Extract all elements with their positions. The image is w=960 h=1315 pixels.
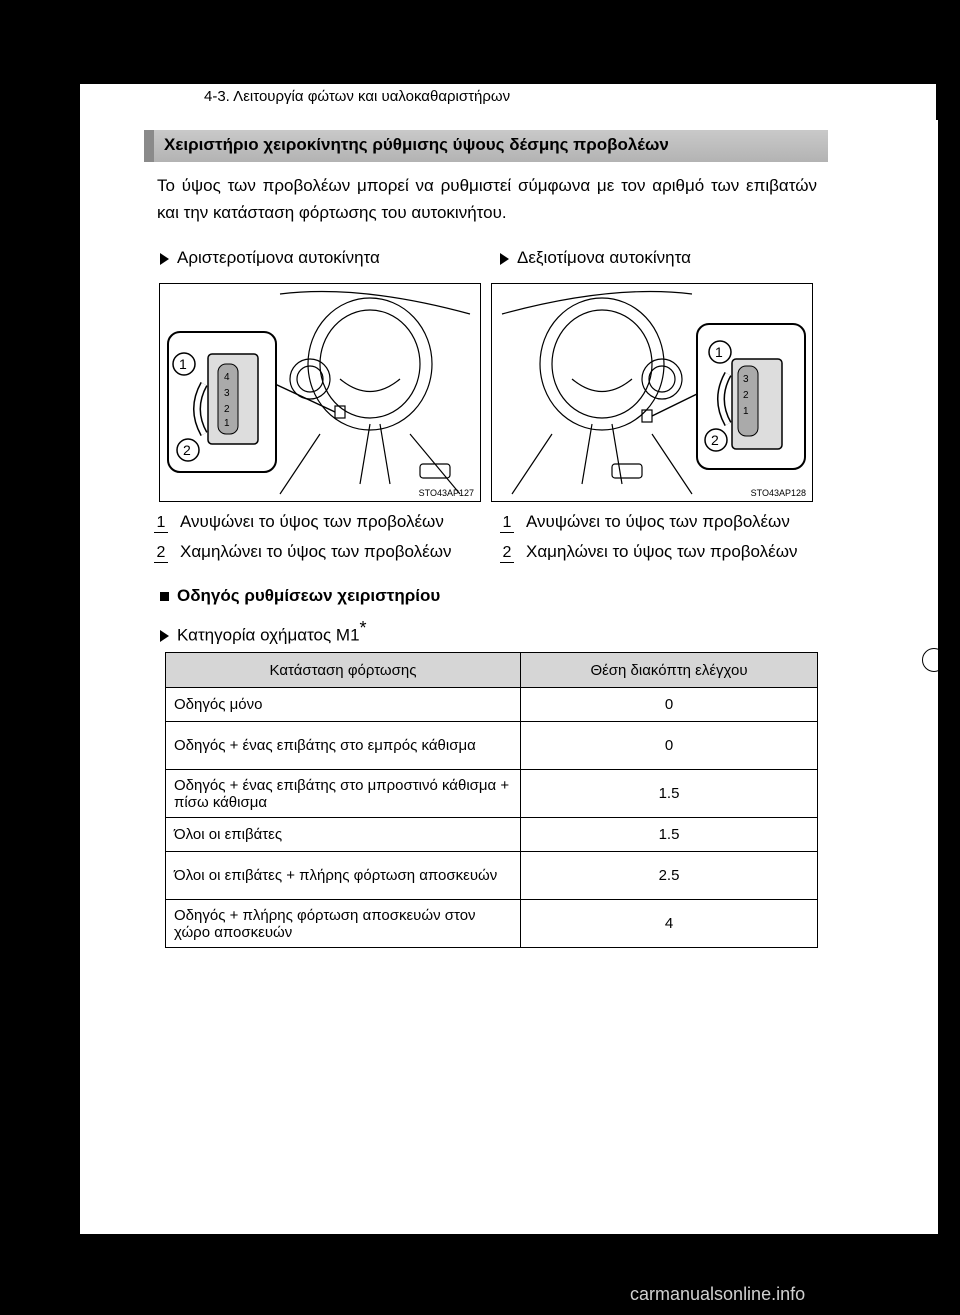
switch-position-cell: 2.5 (521, 852, 818, 900)
load-condition-cell: Οδηγός + ένας επιβάτης στο εμπρός κάθισμα (166, 722, 521, 770)
callout-1: 1 (179, 356, 187, 372)
vehicle-category: Κατηγορία οχήματος M1* (160, 618, 367, 646)
left-drive-heading: Αριστεροτίμονα αυτοκίνητα (160, 248, 380, 268)
intro-paragraph: Το ύψος των προβολέων μπορεί να ρυθμιστεί σύμφωνα με τον αριθμό των επιβατών και την κατάσταση φόρτωσης του αυτοκινήτου. (157, 176, 817, 222)
right-drive-illustration (491, 283, 813, 502)
callout-2: 2 (711, 432, 719, 448)
settings-table (165, 652, 818, 948)
load-condition-cell: Οδηγός + ένας επιβάτης στο μπροστινό κάθισμα + πίσω κάθισμα (166, 770, 521, 818)
section-title-bar (144, 130, 828, 162)
table-header-row (166, 653, 818, 688)
illustration-code: STO43AP127 (418, 488, 474, 498)
manual-page (80, 84, 938, 1234)
illustration-code: STO43AP128 (750, 488, 806, 498)
triangle-bullet-icon (500, 253, 509, 265)
table-row (166, 770, 818, 818)
switch-position-cell: 1.5 (521, 818, 818, 852)
dial-mark: 1 (224, 418, 230, 429)
table-row (166, 852, 818, 900)
switch-position-cell: 4 (521, 900, 818, 948)
dial-mark: 2 (224, 404, 230, 415)
callout-1: 1 (715, 344, 723, 360)
switch-position-cell: 1.5 (521, 770, 818, 818)
dial-mark: 4 (224, 372, 230, 383)
table-row (166, 900, 818, 948)
crop-mark (924, 84, 938, 120)
table-row (166, 722, 818, 770)
table-row (166, 818, 818, 852)
registration-mark (922, 648, 946, 672)
switch-position-cell: 0 (521, 722, 818, 770)
right-legend-2: 2 Χαμηλώνει το ύψος των προβολέων (500, 542, 798, 563)
triangle-bullet-icon (160, 253, 169, 265)
dashboard-drawing (492, 284, 812, 501)
load-condition-cell: Όλοι οι επιβάτες + πλήρης φόρτωση αποσκευών (166, 852, 521, 900)
callout-2: 2 (183, 442, 191, 458)
header-load-condition: Κατάσταση φόρτωσης (166, 653, 521, 688)
triangle-bullet-icon (160, 630, 169, 642)
square-bullet-icon (160, 592, 169, 601)
dial-mark: 3 (224, 388, 230, 399)
left-drive-illustration (159, 283, 481, 502)
table-row (166, 688, 818, 722)
header-switch-position: Θέση διακόπτη ελέγχου (521, 653, 818, 688)
switch-position-cell: 0 (521, 688, 818, 722)
dial-mark: 2 (743, 390, 749, 401)
left-legend-2: 2 Χαμηλώνει το ύψος των προβολέων (154, 542, 452, 563)
page-header: 4-3. Λειτουργία φώτων και υαλοκαθαριστήρων (204, 88, 511, 105)
load-condition-cell: Οδηγός μόνο (166, 688, 521, 722)
dashboard-drawing (160, 284, 480, 501)
dial-mark: 3 (743, 374, 749, 385)
left-legend-1: 1 Ανυψώνει το ύψος των προβολέων (154, 512, 444, 533)
right-drive-heading: Δεξιοτίμονα αυτοκίνητα (500, 248, 691, 268)
guide-title: Οδηγός ρυθμίσεων χειριστηρίου (160, 586, 440, 606)
right-legend-1: 1 Ανυψώνει το ύψος των προβολέων (500, 512, 790, 533)
watermark: carmanualsonline.info (630, 1284, 806, 1304)
section-title: Χειριστήριο χειροκίνητης ρύθμισης ύψους δέσμης προβολέων (164, 135, 669, 154)
load-condition-cell: Όλοι οι επιβάτες (166, 818, 521, 852)
load-condition-cell: Οδηγός + πλήρης φόρτωση αποσκευών στον χώρο αποσκευών (166, 900, 521, 948)
dial-mark: 1 (743, 406, 749, 417)
